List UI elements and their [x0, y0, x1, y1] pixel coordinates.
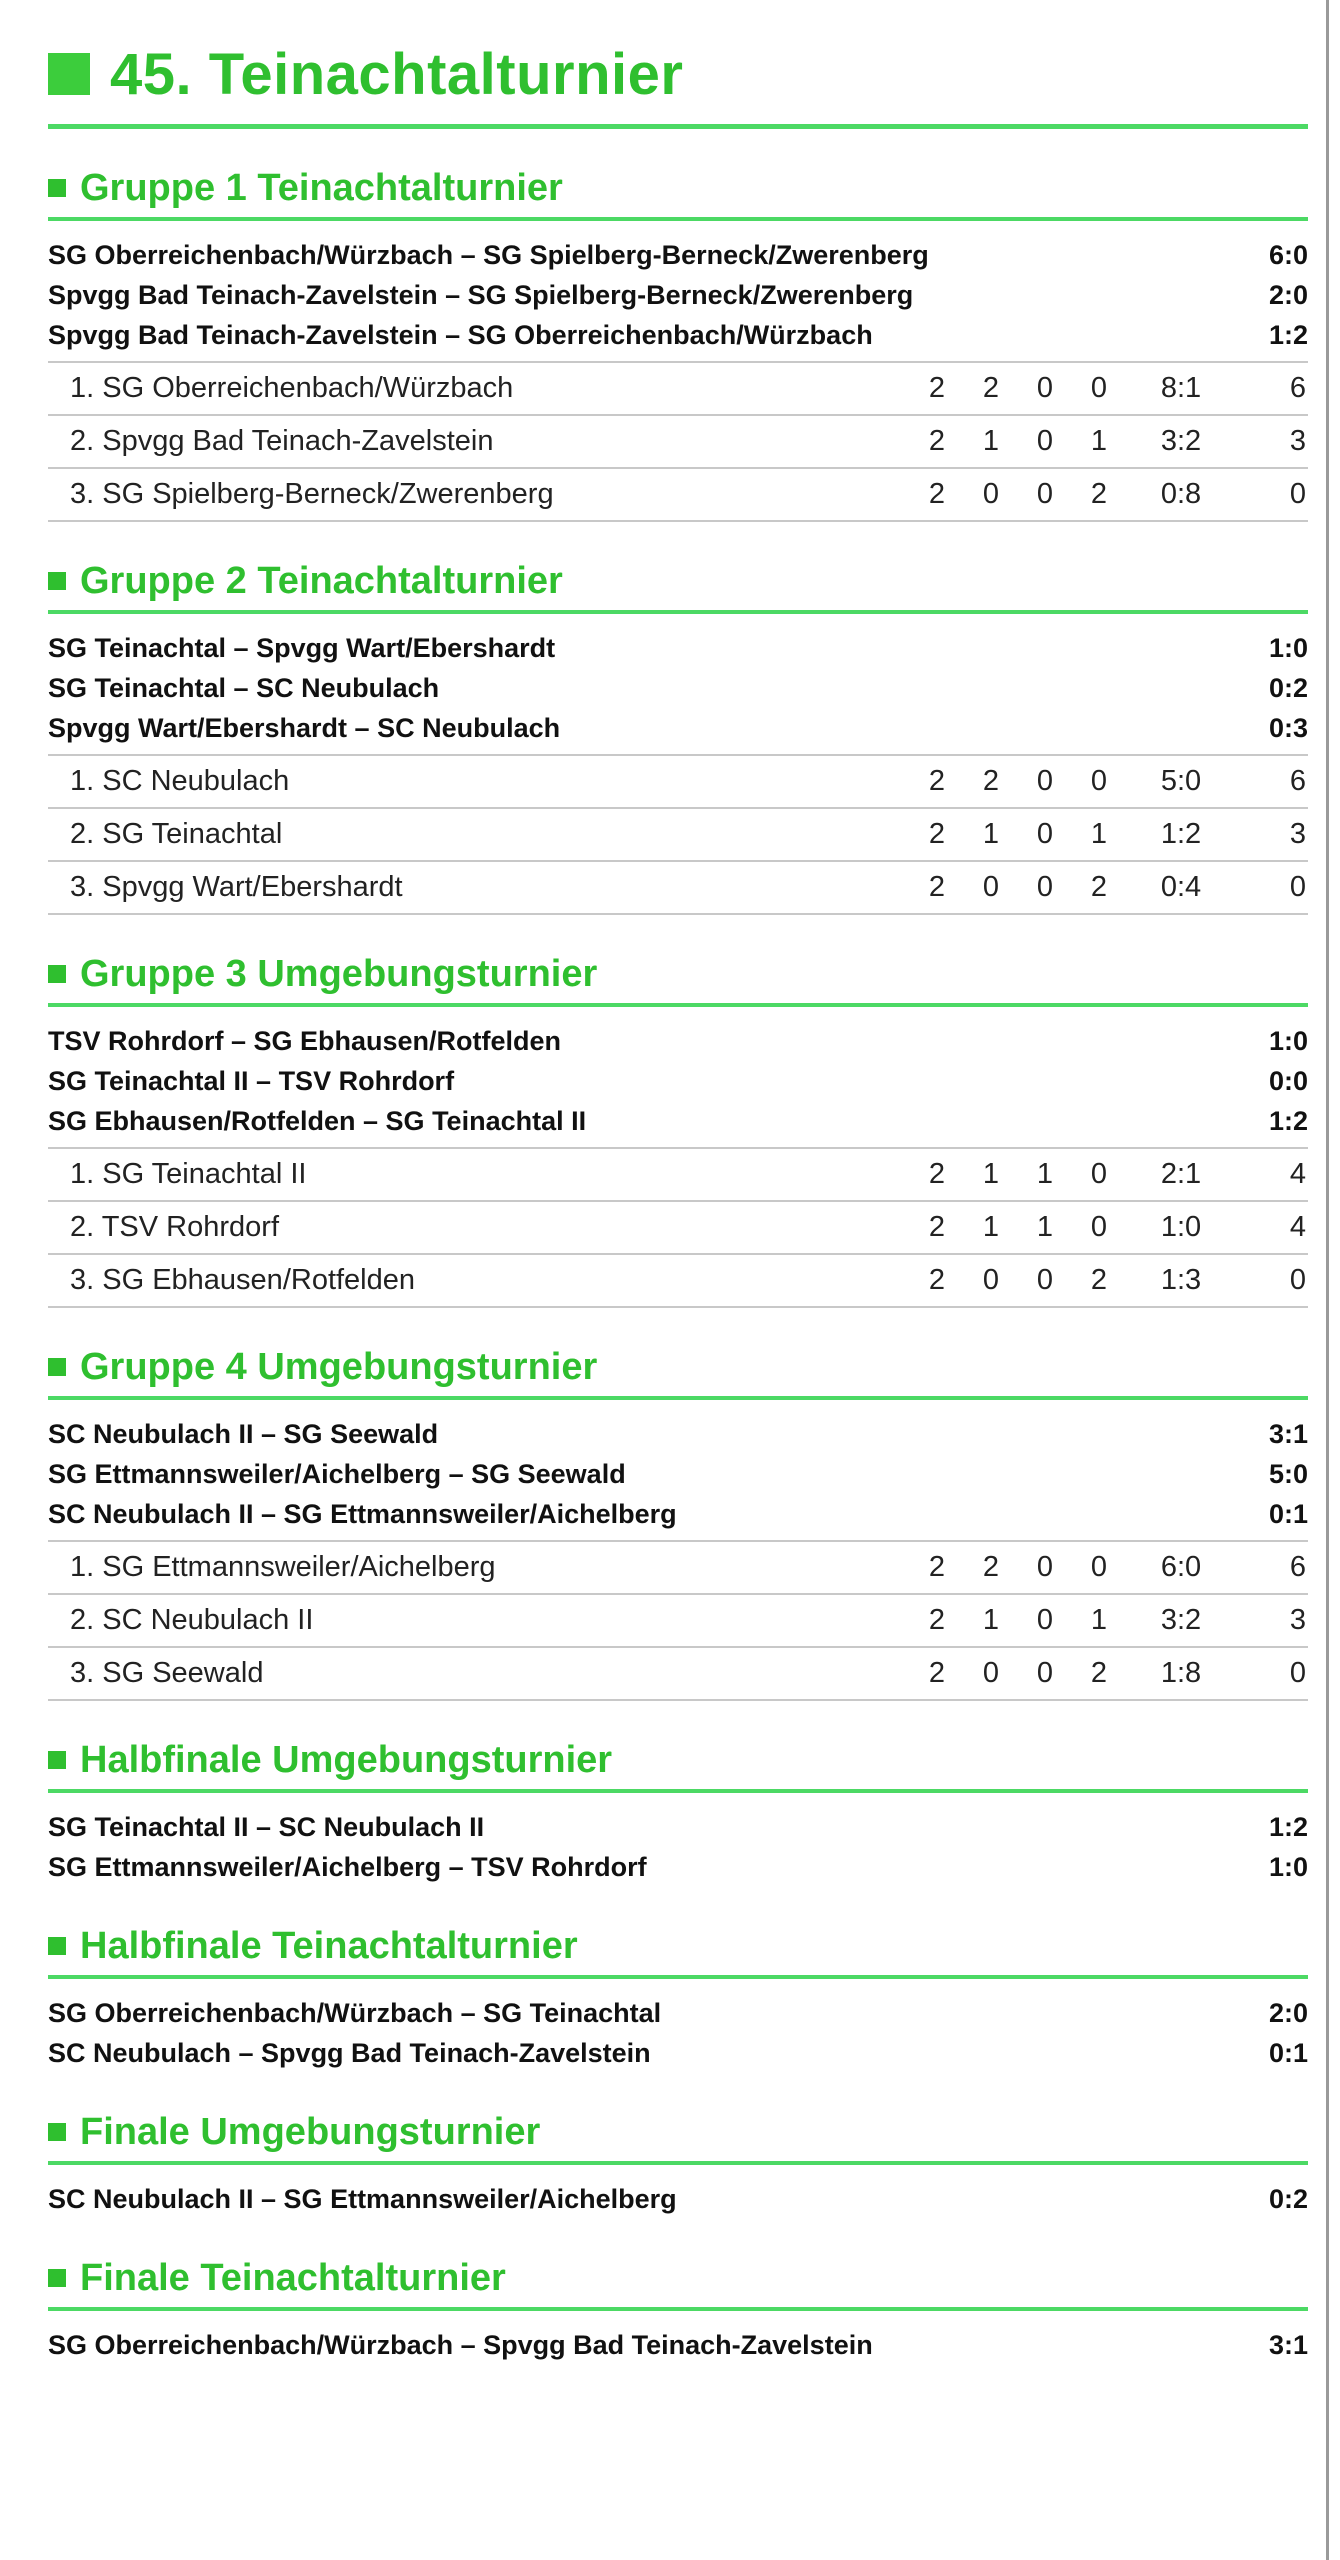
points: 6: [1289, 372, 1306, 404]
match-result: [48, 708, 1308, 748]
match-list: [48, 614, 1308, 748]
table-row: [48, 1202, 1308, 1255]
match-score: 0:3: [1268, 712, 1308, 743]
draws: 1: [1036, 1158, 1054, 1190]
team-name: 1. SG Oberreichenbach/Würzbach: [70, 372, 514, 404]
match-list: [48, 2165, 1308, 2219]
match-list: [48, 1979, 1308, 2073]
match-score: 6:0: [1268, 239, 1308, 270]
section-header: [48, 159, 1308, 221]
draws: 0: [1036, 1264, 1054, 1296]
section-title: Finale Teinachtalturnier: [80, 2256, 506, 2299]
match-list: [48, 1400, 1308, 1534]
wins: 0: [982, 478, 1000, 510]
match-result: [48, 1454, 1308, 1494]
match-teams: SC Neubulach II – SG Seewald: [48, 1418, 439, 1449]
points: 0: [1289, 1657, 1306, 1689]
match-result: [48, 668, 1308, 708]
section-header: [48, 1731, 1308, 1793]
match-teams: Spvgg Wart/Ebershardt – SC Neubulach: [48, 712, 561, 743]
section: [48, 1917, 1308, 2073]
team-name: 1. SG Teinachtal II: [70, 1158, 307, 1190]
match-result: [48, 1807, 1308, 1847]
points: 0: [1289, 1264, 1306, 1296]
table-row: [48, 1255, 1308, 1308]
team-name: 1. SG Ettmannsweiler/Aichelberg: [70, 1551, 496, 1583]
standings-table: [48, 1540, 1308, 1701]
wins: 0: [982, 1264, 1000, 1296]
match-result: [48, 2325, 1308, 2365]
match-result: [48, 1847, 1308, 1887]
match-result: [48, 1494, 1308, 1534]
wins: 1: [982, 818, 1000, 850]
games-played: 2: [928, 1158, 946, 1190]
section-header: [48, 2249, 1308, 2311]
match-teams: SG Teinachtal II – SC Neubulach II: [48, 1811, 485, 1842]
goal-difference: 6:0: [1160, 1551, 1202, 1583]
match-teams: SG Teinachtal – SC Neubulach: [48, 672, 440, 703]
section-square-icon: [48, 1358, 66, 1376]
match-teams: SG Oberreichenbach/Würzbach – SG Spielberg-Berneck/Zwerenberg: [48, 239, 929, 270]
sections-container: [48, 159, 1308, 2365]
games-played: 2: [928, 372, 946, 404]
match-teams: Spvgg Bad Teinach-Zavelstein – SG Spielberg-Berneck/Zwerenberg: [48, 279, 914, 310]
section: [48, 2249, 1308, 2365]
match-result: [48, 1061, 1308, 1101]
team-name: 2. SG Teinachtal: [70, 818, 283, 850]
draws: 0: [1036, 765, 1054, 797]
section-square-icon: [48, 1937, 66, 1955]
right-edge-divider: [1326, 0, 1329, 2560]
points: 0: [1289, 871, 1306, 903]
match-score: 3:1: [1268, 1418, 1308, 1449]
match-score: 1:0: [1268, 632, 1308, 663]
match-list: [48, 2311, 1308, 2365]
match-score: 1:0: [1268, 1025, 1308, 1056]
match-result: [48, 1101, 1308, 1141]
match-result: [48, 275, 1308, 315]
match-score: 0:1: [1268, 1498, 1308, 1529]
losses: 1: [1090, 818, 1108, 850]
games-played: 2: [928, 478, 946, 510]
section-header: [48, 1338, 1308, 1400]
wins: 2: [982, 765, 1000, 797]
goal-difference: 0:4: [1160, 871, 1202, 903]
draws: 0: [1036, 425, 1054, 457]
team-name: 3. Spvgg Wart/Ebershardt: [70, 871, 403, 903]
match-score: 3:1: [1268, 2329, 1308, 2360]
match-teams: Spvgg Bad Teinach-Zavelstein – SG Oberreichenbach/Würzbach: [48, 319, 873, 350]
section: [48, 1338, 1308, 1701]
match-score: 0:1: [1268, 2037, 1308, 2068]
section-header: [48, 2103, 1308, 2165]
games-played: 2: [928, 1657, 946, 1689]
standings-table: [48, 361, 1308, 522]
match-teams: SC Neubulach – Spvgg Bad Teinach-Zavelstein: [48, 2037, 651, 2068]
goal-difference: 8:1: [1160, 372, 1202, 404]
losses: 0: [1090, 765, 1108, 797]
match-score: 1:2: [1268, 1811, 1308, 1842]
match-score: 5:0: [1268, 1458, 1308, 1489]
games-played: 2: [928, 818, 946, 850]
match-teams: SC Neubulach II – SG Ettmannsweiler/Aichelberg: [48, 1498, 677, 1529]
match-result: [48, 315, 1308, 355]
games-played: 2: [928, 1604, 946, 1636]
match-list: [48, 221, 1308, 355]
match-result: [48, 2033, 1308, 2073]
standings-table: [48, 754, 1308, 915]
team-name: 1. SC Neubulach: [70, 765, 290, 797]
table-row: [48, 1542, 1308, 1595]
section-square-icon: [48, 965, 66, 983]
title-square-icon: [48, 53, 90, 95]
draws: 0: [1036, 478, 1054, 510]
match-list: [48, 1793, 1308, 1887]
goal-difference: 5:0: [1160, 765, 1202, 797]
team-name: 3. SG Ebhausen/Rotfelden: [70, 1264, 416, 1296]
section-title: Gruppe 4 Umgebungsturnier: [80, 1345, 598, 1388]
games-played: 2: [928, 1551, 946, 1583]
section-header: [48, 552, 1308, 614]
team-name: 3. SG Spielberg-Berneck/Zwerenberg: [70, 478, 554, 510]
table-row: [48, 1595, 1308, 1648]
standings-table: [48, 1147, 1308, 1308]
page-title-text: 45. Teinachtalturnier: [110, 41, 684, 107]
goal-difference: 1:8: [1160, 1657, 1202, 1689]
games-played: 2: [928, 871, 946, 903]
points: 3: [1289, 1604, 1306, 1636]
section-square-icon: [48, 2269, 66, 2287]
team-name: 2. Spvgg Bad Teinach-Zavelstein: [70, 425, 494, 457]
section: [48, 2103, 1308, 2219]
goal-difference: 1:2: [1160, 818, 1202, 850]
table-row: [48, 756, 1308, 809]
losses: 1: [1090, 1604, 1108, 1636]
draws: 1: [1036, 1211, 1054, 1243]
section: [48, 552, 1308, 915]
goal-difference: 3:2: [1160, 425, 1202, 457]
section-square-icon: [48, 179, 66, 197]
goal-difference: 0:8: [1160, 478, 1202, 510]
draws: 0: [1036, 1551, 1054, 1583]
match-score: 2:0: [1268, 279, 1308, 310]
table-row: [48, 809, 1308, 862]
points: 0: [1289, 478, 1306, 510]
match-teams: TSV Rohrdorf – SG Ebhausen/Rotfelden: [48, 1025, 562, 1056]
draws: 0: [1036, 1657, 1054, 1689]
match-score: 0:2: [1268, 672, 1308, 703]
losses: 2: [1090, 478, 1108, 510]
section-title: Gruppe 1 Teinachtalturnier: [80, 166, 563, 209]
match-teams: SG Oberreichenbach/Würzbach – Spvgg Bad Teinach-Zavelstein: [48, 2329, 873, 2360]
match-score: 1:2: [1268, 1105, 1308, 1136]
draws: 0: [1036, 818, 1054, 850]
match-list: [48, 1007, 1308, 1141]
losses: 0: [1090, 1211, 1108, 1243]
match-result: [48, 1021, 1308, 1061]
losses: 2: [1090, 871, 1108, 903]
losses: 2: [1090, 1264, 1108, 1296]
games-played: 2: [928, 1264, 946, 1296]
losses: 0: [1090, 1158, 1108, 1190]
match-score: 0:2: [1268, 2183, 1308, 2214]
table-row: [48, 363, 1308, 416]
goal-difference: 1:3: [1160, 1264, 1202, 1296]
match-teams: SG Teinachtal – Spvgg Wart/Ebershardt: [48, 632, 556, 663]
section-title: Halbfinale Umgebungsturnier: [80, 1738, 613, 1781]
games-played: 2: [928, 1211, 946, 1243]
match-score: 1:2: [1268, 319, 1308, 350]
section: [48, 159, 1308, 522]
results-page: [48, 24, 1308, 2365]
games-played: 2: [928, 425, 946, 457]
points: 4: [1289, 1158, 1306, 1190]
table-row: [48, 469, 1308, 522]
wins: 2: [982, 1551, 1000, 1583]
match-score: 2:0: [1268, 1997, 1308, 2028]
wins: 1: [982, 425, 1000, 457]
points: 6: [1289, 1551, 1306, 1583]
match-teams: SG Ettmannsweiler/Aichelberg – SG Seewald: [48, 1458, 626, 1489]
match-teams: SG Ettmannsweiler/Aichelberg – TSV Rohrdorf: [48, 1851, 647, 1882]
table-row: [48, 862, 1308, 915]
section: [48, 1731, 1308, 1887]
points: 4: [1289, 1211, 1306, 1243]
match-result: [48, 628, 1308, 668]
match-teams: SG Oberreichenbach/Würzbach – SG Teinachtal: [48, 1997, 662, 2028]
losses: 0: [1090, 1551, 1108, 1583]
section-title: Gruppe 3 Umgebungsturnier: [80, 952, 598, 995]
losses: 0: [1090, 372, 1108, 404]
points: 6: [1289, 765, 1306, 797]
match-result: [48, 235, 1308, 275]
draws: 0: [1036, 372, 1054, 404]
match-result: [48, 2179, 1308, 2219]
section-square-icon: [48, 572, 66, 590]
draws: 0: [1036, 1604, 1054, 1636]
section-header: [48, 945, 1308, 1007]
section-title: Halbfinale Teinachtalturnier: [80, 1924, 578, 1967]
section-title: Gruppe 2 Teinachtalturnier: [80, 559, 563, 602]
games-played: 2: [928, 765, 946, 797]
team-name: 2. SC Neubulach II: [70, 1604, 314, 1636]
points: 3: [1289, 425, 1306, 457]
section-square-icon: [48, 2123, 66, 2141]
goal-difference: 2:1: [1160, 1158, 1202, 1190]
match-teams: SG Ebhausen/Rotfelden – SG Teinachtal II: [48, 1105, 587, 1136]
page-title: [48, 24, 1308, 129]
goal-difference: 3:2: [1160, 1604, 1202, 1636]
wins: 0: [982, 871, 1000, 903]
losses: 2: [1090, 1657, 1108, 1689]
match-score: 0:0: [1268, 1065, 1308, 1096]
match-score: 1:0: [1268, 1851, 1308, 1882]
wins: 1: [982, 1604, 1000, 1636]
section: [48, 945, 1308, 1308]
section-title: Finale Umgebungsturnier: [80, 2110, 541, 2153]
wins: 0: [982, 1657, 1000, 1689]
match-result: [48, 1993, 1308, 2033]
wins: 1: [982, 1211, 1000, 1243]
match-teams: SG Teinachtal II – TSV Rohrdorf: [48, 1065, 455, 1096]
goal-difference: 1:0: [1160, 1211, 1202, 1243]
match-result: [48, 1414, 1308, 1454]
team-name: 3. SG Seewald: [70, 1657, 264, 1689]
section-square-icon: [48, 1751, 66, 1769]
match-teams: SC Neubulach II – SG Ettmannsweiler/Aichelberg: [48, 2183, 677, 2214]
section-header: [48, 1917, 1308, 1979]
wins: 2: [982, 372, 1000, 404]
wins: 1: [982, 1158, 1000, 1190]
losses: 1: [1090, 425, 1108, 457]
table-row: [48, 1648, 1308, 1701]
points: 3: [1289, 818, 1306, 850]
draws: 0: [1036, 871, 1054, 903]
table-row: [48, 416, 1308, 469]
table-row: [48, 1149, 1308, 1202]
team-name: 2. TSV Rohrdorf: [70, 1211, 280, 1243]
